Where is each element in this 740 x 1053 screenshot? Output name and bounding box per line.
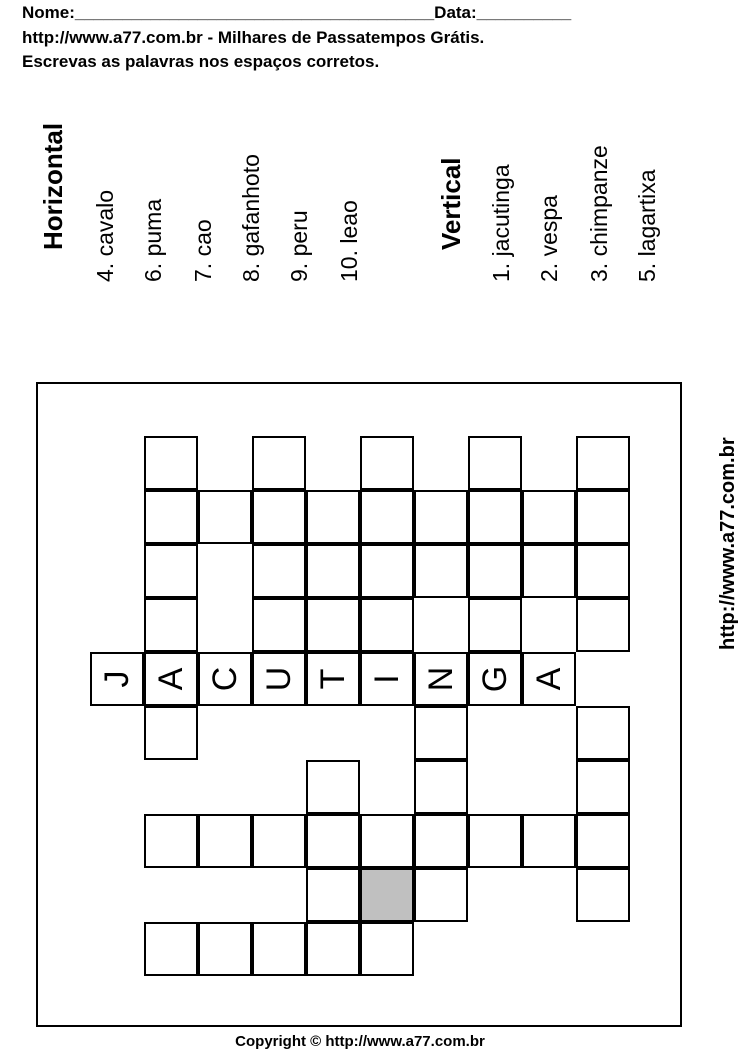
grid-cell[interactable] (306, 544, 360, 598)
cell-letter: C (206, 666, 244, 692)
cell-letter: U (260, 666, 298, 692)
grid-cell[interactable] (414, 706, 468, 760)
grid-cell[interactable] (198, 652, 252, 706)
shaded-cell (360, 868, 414, 922)
grid-cell[interactable] (576, 490, 630, 544)
grid-cell[interactable] (468, 652, 522, 706)
grid-cell[interactable] (576, 868, 630, 922)
horizontal-clue-4: 8. gafanhoto (238, 154, 264, 282)
cell-letter: I (368, 674, 406, 684)
name-date-line: Nome:______________________________________Data:__________ (22, 3, 572, 22)
grid-cell[interactable] (414, 868, 468, 922)
vertical-heading: Vertical (436, 157, 466, 250)
site-line: http://www.a77.com.br - Milhares de Passatempos Grátis. (22, 28, 485, 47)
grid-cell[interactable] (360, 922, 414, 976)
grid-cell[interactable] (468, 544, 522, 598)
side-url: http://www.a77.com.br (717, 437, 739, 650)
grid-cell[interactable] (144, 436, 198, 490)
grid-cell[interactable] (414, 814, 468, 868)
grid-cell[interactable] (306, 868, 360, 922)
grid-cell[interactable] (252, 490, 306, 544)
grid-cell[interactable] (468, 598, 522, 652)
grid-cell[interactable] (576, 544, 630, 598)
grid-cell[interactable] (360, 490, 414, 544)
grid-cell[interactable] (252, 652, 306, 706)
vertical-clue-4: 5. lagartixa (634, 169, 660, 282)
instruction: Escrevas as palavras nos espaços corretos. (22, 52, 380, 71)
horizontal-clue-6: 10. leao (336, 200, 362, 282)
grid-cell[interactable] (252, 814, 306, 868)
horizontal-heading: Horizontal (38, 122, 68, 250)
horizontal-clue-5: 9. peru (286, 210, 312, 282)
grid-cell[interactable] (522, 544, 576, 598)
grid-cell[interactable] (252, 598, 306, 652)
cell-letter: A (152, 667, 190, 691)
grid-cell[interactable] (576, 436, 630, 490)
cell-letter: G (476, 665, 514, 693)
grid-cell[interactable] (144, 706, 198, 760)
grid-cell[interactable] (414, 490, 468, 544)
vertical-clue-1: 1. jacutinga (488, 164, 514, 282)
vertical-clue-3: 3. chimpanze (586, 145, 612, 282)
grid-cell[interactable] (144, 544, 198, 598)
grid-cell[interactable] (360, 652, 414, 706)
grid-cell[interactable] (576, 814, 630, 868)
grid-cell[interactable] (306, 814, 360, 868)
cell-letter: T (314, 668, 352, 690)
horizontal-clue-3: 7. cao (190, 219, 216, 282)
grid-cell[interactable] (198, 922, 252, 976)
horizontal-clue-1: 4. cavalo (92, 189, 118, 282)
grid-cell[interactable] (144, 814, 198, 868)
grid-cell[interactable] (306, 490, 360, 544)
cell-letter: A (530, 667, 568, 691)
grid-cell[interactable] (144, 490, 198, 544)
grid-cell[interactable] (576, 706, 630, 760)
grid-cell[interactable] (576, 760, 630, 814)
grid-cell[interactable] (198, 814, 252, 868)
grid-cell[interactable] (252, 544, 306, 598)
grid-cell[interactable] (468, 436, 522, 490)
grid-cell[interactable] (90, 652, 144, 706)
grid-cell[interactable] (468, 814, 522, 868)
grid-cell[interactable] (360, 436, 414, 490)
grid-cell[interactable] (360, 544, 414, 598)
grid-cell[interactable] (522, 490, 576, 544)
grid-cell[interactable] (414, 652, 468, 706)
grid-cell[interactable] (144, 922, 198, 976)
grid-cell[interactable] (360, 814, 414, 868)
grid-cell[interactable] (144, 598, 198, 652)
grid-cell[interactable] (522, 814, 576, 868)
grid-cell[interactable] (252, 436, 306, 490)
grid-cell[interactable] (144, 652, 198, 706)
grid-cell[interactable] (306, 760, 360, 814)
grid-cell[interactable] (360, 598, 414, 652)
grid-cell[interactable] (252, 922, 306, 976)
grid-cell[interactable] (522, 652, 576, 706)
grid-cell[interactable] (576, 598, 630, 652)
horizontal-clue-2: 6. puma (140, 198, 166, 282)
grid-cell[interactable] (468, 490, 522, 544)
grid-cell[interactable] (306, 922, 360, 976)
grid-cell[interactable] (306, 598, 360, 652)
cell-letter: N (422, 666, 460, 692)
grid-cell[interactable] (414, 760, 468, 814)
vertical-clue-2: 2. vespa (536, 195, 562, 282)
grid-cell[interactable] (198, 490, 252, 544)
grid-cell[interactable] (306, 652, 360, 706)
grid-cell[interactable] (414, 544, 468, 598)
copyright: Copyright © http://www.a77.com.br (235, 1033, 485, 1050)
cell-letter: J (98, 670, 136, 688)
